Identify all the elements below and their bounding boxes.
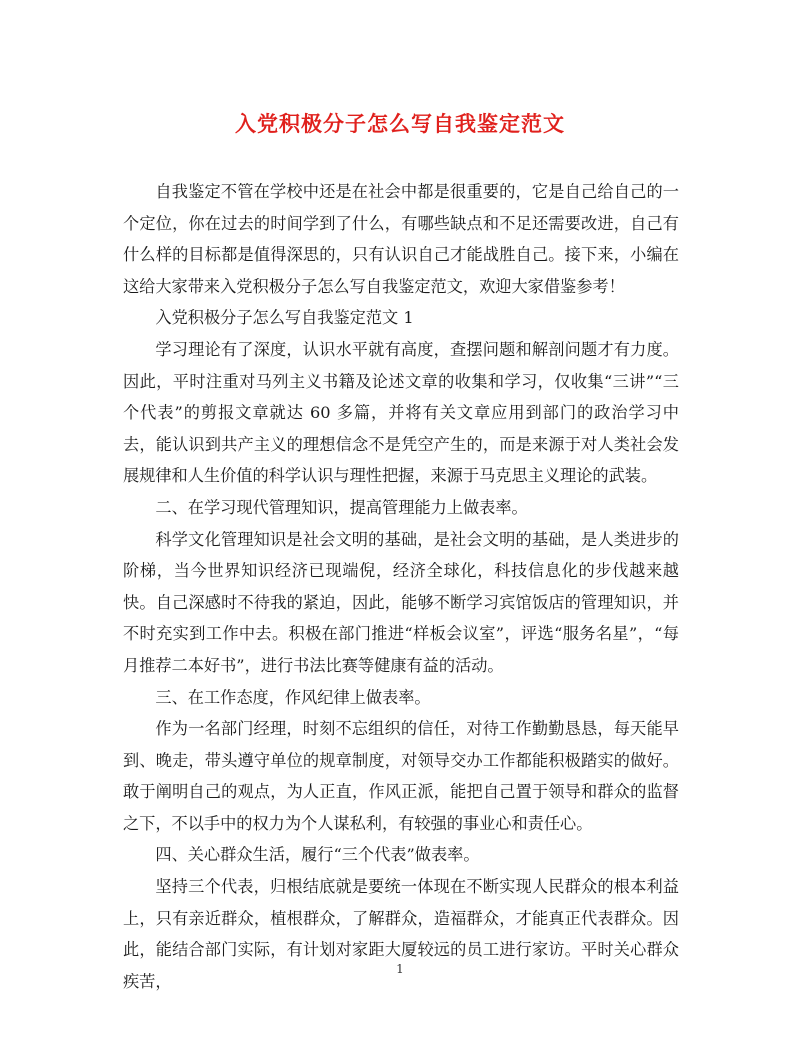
page-number: 1 xyxy=(396,962,404,976)
document-title: 入党积极分子怎么写自我鉴定范文 xyxy=(235,111,565,136)
body-paragraph: 学习理论有了深度，认识水平就有高度，查摆问题和解剖问题才有力度。因此，平时注重对马列主义书籍及论述文章的收集和学习，仅收集“三讲”“三个代表”的剪报文章就达 60 多篇，并将有关文章应用到部门的政治学习中去，能认识到共产主义的理想信念不是凭空产生的，而是来源于对人类社会发展规律和人生价值的科学认识与理性把握，来源于马克思主义理论的武装。 xyxy=(123,339,679,486)
section-heading: 三、在工作态度，作风纪律上做表率。 xyxy=(155,687,431,707)
section-heading: 入党积极分子怎么写自我鉴定范文 1 xyxy=(155,308,414,328)
section-heading: 二、在学习现代管理知识，提高管理能力上做表率。 xyxy=(155,497,528,517)
body-paragraph: 作为一名部门经理，时刻不忘组织的信任，对待工作勤勤恳恳，每天能早到、晚走，带头遵守单位的规章制度，对领导交办工作都能积极踏实的做好。敢于阐明自己的观点，为人正直，作风正派，能把自己置于领导和群众的监督之下，不以手中的权力为个人谋私利，有较强的事业心和责任心。 xyxy=(123,719,679,833)
intro-paragraph: 自我鉴定不管在学校中还是在社会中都是很重要的，它是自己给自己的一个定位，你在过去的时间学到了什么，有哪些缺点和不足还需要改进，自己有什么样的目标都是值得深思的，只有认识自己才能战胜自己。接下来，小编在这给大家带来入党积极分子怎么写自我鉴定范文，欢迎大家借鉴参考！ xyxy=(123,182,679,296)
body-paragraph: 坚持三个代表，归根结底就是要统一体现在不断实现人民群众的根本利益上，只有亲近群众，植根群众，了解群众，造福群众，才能真正代表群众。因此，能结合部门实际，有计划对家距大厦较远的员工进行家访。平时关心群众疾苦， xyxy=(123,877,679,991)
document-body xyxy=(123,176,679,997)
section-heading: 四、关心群众生活，履行“三个代表”做表率。 xyxy=(155,845,480,865)
body-paragraph: 科学文化管理知识是社会文明的基础，是社会文明的基础，是人类进步的阶梯，当今世界知识经济已现端倪，经济全球化，科技信息化的步伐越来越快。自己深感时不待我的紧迫，因此，能够不断学习宾馆饭店的管理知识，并不时充实到工作中去。积极在部门推进“样板会议室”，评选“服务名星”，“每月推荐二本好书”，进行书法比赛等健康有益的活动。 xyxy=(123,529,679,675)
